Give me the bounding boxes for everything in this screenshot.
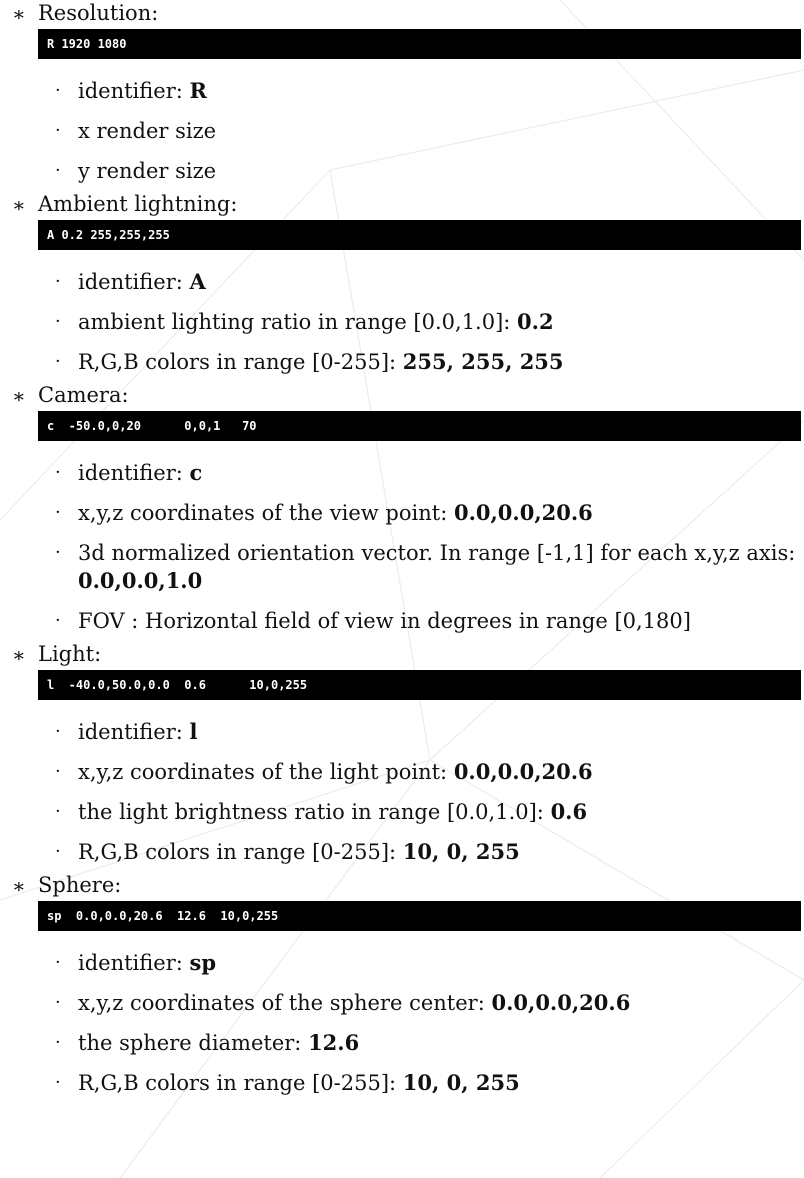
list-item: [0, 1069, 804, 1097]
item-text: x render size: [78, 119, 217, 143]
item-text: identifier:: [78, 951, 190, 975]
list-item: [0, 607, 804, 635]
item-list: [0, 459, 804, 635]
item-text: x,y,z coordinates of the view point:: [78, 501, 454, 525]
dot-bullet-icon: ·: [55, 120, 61, 141]
item-list: [0, 77, 804, 185]
section-light: [0, 641, 804, 866]
list-item: [0, 718, 804, 746]
star-bullet-icon: ∗: [12, 384, 26, 408]
section-resolution: [0, 0, 804, 185]
list-item: [0, 949, 804, 977]
section-title: Camera:: [38, 383, 129, 407]
list-item: [0, 989, 804, 1017]
dot-bullet-icon: ·: [55, 160, 61, 181]
code-line: R 1920 1080: [38, 29, 801, 59]
dot-bullet-icon: ·: [55, 351, 61, 372]
star-bullet-icon: ∗: [12, 2, 26, 26]
item-text: FOV : Horizontal field of view in degrees in range [0,180]: [78, 609, 691, 633]
dot-bullet-icon: ·: [55, 502, 61, 523]
dot-bullet-icon: ·: [55, 271, 61, 292]
item-value: 10, 0, 255: [402, 1070, 520, 1095]
item-text: identifier:: [78, 461, 190, 485]
item-text: identifier:: [78, 79, 190, 103]
item-text: x,y,z coordinates of the light point:: [78, 760, 454, 784]
dot-bullet-icon: ·: [55, 462, 61, 483]
list-item: [0, 798, 804, 826]
section-heading: [0, 0, 804, 27]
item-list: [0, 718, 804, 866]
item-value: R: [189, 78, 207, 103]
item-value: sp: [189, 950, 217, 975]
item-value: 0.0,0.0,20.6: [453, 500, 593, 525]
item-value: l: [189, 719, 198, 744]
section-title: Sphere:: [38, 873, 122, 897]
item-text: identifier:: [78, 720, 190, 744]
item-value: 255, 255, 255: [402, 349, 564, 374]
section-sphere: [0, 872, 804, 1097]
list-item: [0, 117, 804, 145]
list-item: [0, 1029, 804, 1057]
item-value: 0.0,0.0,20.6: [491, 990, 631, 1015]
item-value: 0.0,0.0,1.0: [78, 568, 203, 593]
list-item: [0, 77, 804, 105]
item-text: the light brightness ratio in range [0.0,1.0]:: [78, 800, 551, 824]
item-text: R,G,B colors in range [0-255]:: [78, 840, 403, 864]
code-line: sp 0.0,0.0,20.6 12.6 10,0,255: [38, 901, 801, 931]
item-text: y render size: [78, 159, 217, 183]
section-title: Resolution:: [38, 1, 159, 25]
code-line: A 0.2 255,255,255: [38, 220, 801, 250]
item-value: 0.0,0.0,20.6: [453, 759, 593, 784]
star-bullet-icon: ∗: [12, 643, 26, 667]
item-value: A: [189, 269, 206, 294]
dot-bullet-icon: ·: [55, 311, 61, 332]
item-value: c: [189, 460, 203, 485]
item-value: 10, 0, 255: [402, 839, 520, 864]
list-item: [0, 348, 804, 376]
dot-bullet-icon: ·: [55, 992, 61, 1013]
list-item: [0, 268, 804, 296]
item-text: ambient lighting ratio in range [0.0,1.0]:: [78, 310, 518, 334]
item-value: 0.6: [550, 799, 588, 824]
dot-bullet-icon: ·: [55, 952, 61, 973]
star-bullet-icon: ∗: [12, 874, 26, 898]
list-item: [0, 499, 804, 527]
item-value: 0.2: [517, 309, 554, 334]
item-text: the sphere diameter:: [78, 1031, 309, 1055]
list-item: [0, 308, 804, 336]
list-item: [0, 758, 804, 786]
section-title: Ambient lightning:: [38, 192, 238, 216]
section-heading: [0, 382, 804, 409]
section-heading: [0, 641, 804, 668]
section-title: Light:: [38, 642, 102, 666]
item-text: R,G,B colors in range [0-255]:: [78, 350, 403, 374]
list-item: [0, 539, 804, 595]
item-text: R,G,B colors in range [0-255]:: [78, 1071, 403, 1095]
item-list: [0, 268, 804, 376]
item-text: identifier:: [78, 270, 190, 294]
section-ambient-lightning: [0, 191, 804, 376]
dot-bullet-icon: ·: [55, 1032, 61, 1053]
item-value: 12.6: [308, 1030, 360, 1055]
dot-bullet-icon: ·: [55, 610, 61, 631]
dot-bullet-icon: ·: [55, 841, 61, 862]
section-heading: [0, 872, 804, 899]
list-item: [0, 459, 804, 487]
dot-bullet-icon: ·: [55, 761, 61, 782]
dot-bullet-icon: ·: [55, 1072, 61, 1093]
item-text: 3d normalized orientation vector. In range [-1,1] for each x,y,z axis:: [78, 541, 796, 565]
code-line: l -40.0,50.0,0.0 0.6 10,0,255: [38, 670, 801, 700]
section-camera: [0, 382, 804, 635]
dot-bullet-icon: ·: [55, 542, 61, 563]
item-text: x,y,z coordinates of the sphere center:: [78, 991, 492, 1015]
dot-bullet-icon: ·: [55, 801, 61, 822]
dot-bullet-icon: ·: [55, 721, 61, 742]
list-item: [0, 838, 804, 866]
list-item: [0, 157, 804, 185]
dot-bullet-icon: ·: [55, 80, 61, 101]
item-list: [0, 949, 804, 1097]
code-line: c -50.0,0,20 0,0,1 70: [38, 411, 801, 441]
section-heading: [0, 191, 804, 218]
star-bullet-icon: ∗: [12, 193, 26, 217]
